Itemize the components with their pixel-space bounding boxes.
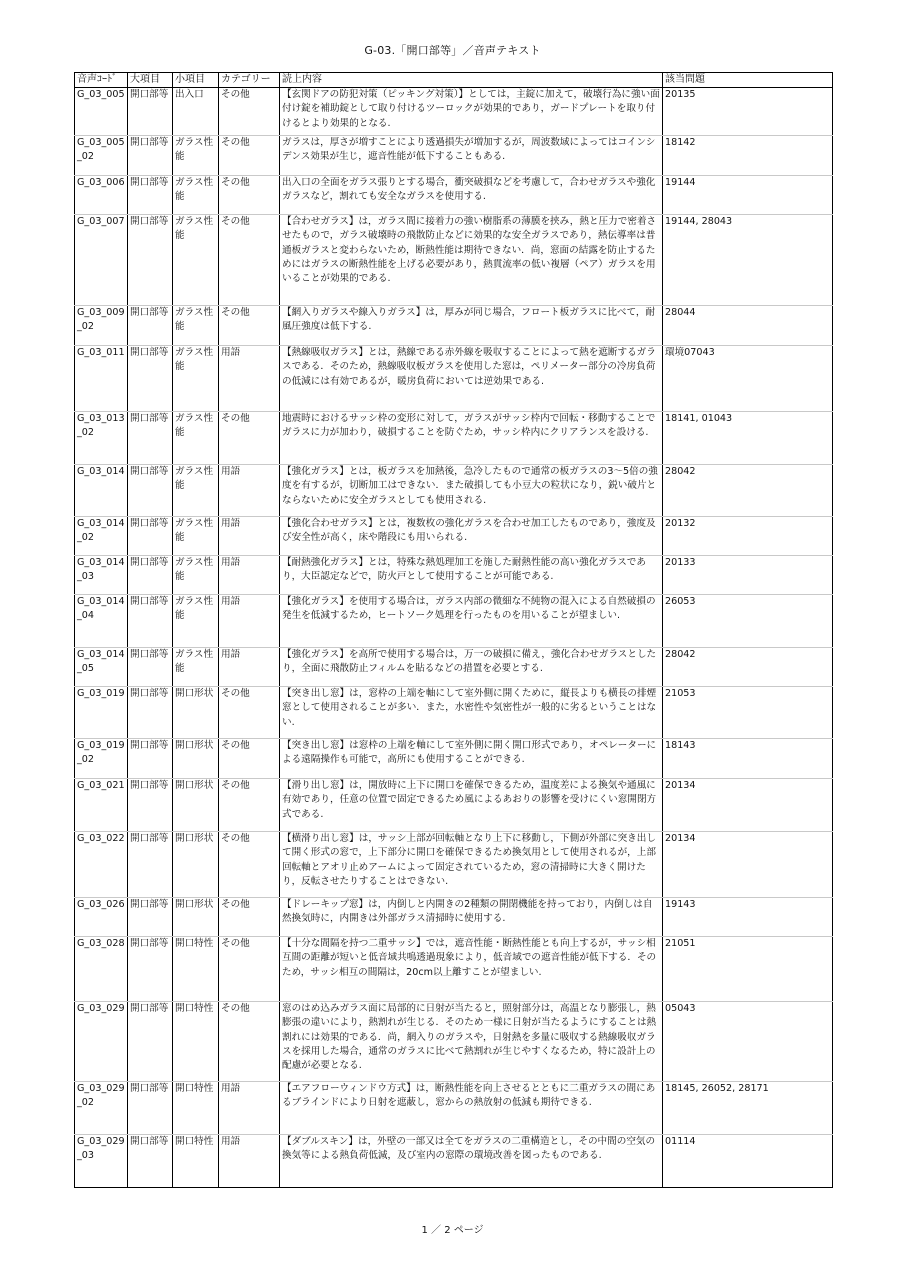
cell-related-question: 19143 xyxy=(663,898,833,937)
cell-major-item: 開口部等 xyxy=(128,898,173,937)
cell-voice-code: G_03_029_02 xyxy=(75,1082,128,1135)
cell-category: その他 xyxy=(219,412,280,465)
cell-voice-code: G_03_007 xyxy=(75,215,128,306)
cell-major-item: 開口部等 xyxy=(128,779,173,832)
cell-major-item: 開口部等 xyxy=(128,465,173,517)
document-title: G-03.「開口部等」／音声テキスト xyxy=(364,44,541,57)
table-row xyxy=(75,832,833,898)
cell-content: 【ドレーキップ窓】は，内倒しと内開きの2種類の開閉機能を持っており，内倒しは自然換気時に，内開きは外部ガラス清掃時に使用する. xyxy=(280,898,663,937)
cell-related-question: 20134 xyxy=(663,779,833,832)
cell-minor-item: ガラス性能 xyxy=(173,176,219,215)
table-row xyxy=(75,176,833,215)
cell-minor-item: 開口特性 xyxy=(173,1135,219,1188)
cell-major-item: 開口部等 xyxy=(128,1135,173,1188)
cell-minor-item: ガラス性能 xyxy=(173,136,219,176)
table-row xyxy=(75,136,833,176)
cell-category: その他 xyxy=(219,88,280,136)
cell-major-item: 開口部等 xyxy=(128,937,173,1002)
header-content: 読上内容 xyxy=(280,73,663,88)
table-row xyxy=(75,88,833,136)
cell-category: 用語 xyxy=(219,465,280,517)
cell-voice-code: G_03_019_02 xyxy=(75,739,128,779)
cell-category: その他 xyxy=(219,779,280,832)
table-row xyxy=(75,687,833,739)
cell-minor-item: ガラス性能 xyxy=(173,215,219,306)
cell-content: 【ダブルスキン】は，外壁の一部又は全てをガラスの二重構造とし，その中間の空気の換気等による熱負荷低減，及び室内の窓際の環境改善を図ったものである. xyxy=(280,1135,663,1188)
cell-voice-code: G_03_014_05 xyxy=(75,648,128,687)
header-major-item: 大項目 xyxy=(128,73,173,88)
voice-text-table xyxy=(74,72,833,1188)
cell-content: 【合わせガラス】は，ガラス間に接着力の強い樹脂系の薄膜を挟み，熱と圧力で密着させたもので，ガラス破壊時の飛散防止などに効果的な安全ガラスであり，熱伝導率は普通板ガラスと変わらないため，断熱性能は期待できない．尚，窓面の結露を防止するためにはガラスの断熱性能を上げる必要があり，熱貫流率の低い複層（ペア）ガラスを用いることが効果的である. xyxy=(280,215,663,306)
cell-voice-code: G_03_009_02 xyxy=(75,306,128,346)
cell-content: 【強化ガラス】を使用する場合は，ガラス内部の微細な不純物の混入による自然破損の発生を低減するため，ヒートソーク処理を行ったものを用いることが望ましい. xyxy=(280,595,663,648)
cell-related-question: 28044 xyxy=(663,306,833,346)
cell-content: 窓のはめ込みガラス面に局部的に日射が当たると，照射部分は，高温となり膨張し，熱膨張の違いにより，熱割れが生じる．そのため一様に日射が当たるようにすることは熱割れには効果的である．尚，網入りのガラスや，日射熱を多量に吸収する熱線吸収ガラスを採用した場合，通常のガラスに比べて熱割れが生じやすくなるため，特に設計上の配慮が必要となる. xyxy=(280,1002,663,1082)
cell-related-question: 05043 xyxy=(663,1002,833,1082)
cell-content: 地震時におけるサッシ枠の変形に対して，ガラスがサッシ枠内で回転・移動することでガラスに力が加わり，破損することを防ぐため，サッシ枠内にクリアランスを設ける. xyxy=(280,412,663,465)
cell-minor-item: 開口形状 xyxy=(173,687,219,739)
cell-category: その他 xyxy=(219,1002,280,1082)
cell-related-question: 19144 xyxy=(663,176,833,215)
header-category: カテゴリー xyxy=(219,73,280,88)
cell-voice-code: G_03_019 xyxy=(75,687,128,739)
cell-voice-code: G_03_005_02 xyxy=(75,136,128,176)
cell-voice-code: G_03_014 xyxy=(75,465,128,517)
cell-major-item: 開口部等 xyxy=(128,176,173,215)
cell-minor-item: 開口形状 xyxy=(173,739,219,779)
table-row xyxy=(75,556,833,595)
cell-major-item: 開口部等 xyxy=(128,648,173,687)
cell-related-question: 19144, 28043 xyxy=(663,215,833,306)
cell-voice-code: G_03_014_04 xyxy=(75,595,128,648)
cell-related-question: 20134 xyxy=(663,832,833,898)
table-row xyxy=(75,412,833,465)
cell-voice-code: G_03_029 xyxy=(75,1002,128,1082)
cell-minor-item: 開口特性 xyxy=(173,1002,219,1082)
table-row xyxy=(75,1002,833,1082)
cell-voice-code: G_03_013_02 xyxy=(75,412,128,465)
cell-major-item: 開口部等 xyxy=(128,832,173,898)
cell-category: 用語 xyxy=(219,648,280,687)
cell-minor-item: 開口特性 xyxy=(173,1082,219,1135)
cell-category: その他 xyxy=(219,176,280,215)
table-row xyxy=(75,517,833,556)
cell-content: 【強化ガラス】を高所で使用する場合は，万一の破損に備え，強化合わせガラスとしたり，全面に飛散防止フィルムを貼るなどの措置を必要とする. xyxy=(280,648,663,687)
cell-voice-code: G_03_022 xyxy=(75,832,128,898)
cell-voice-code: G_03_005 xyxy=(75,88,128,136)
cell-category: 用語 xyxy=(219,517,280,556)
cell-category: 用語 xyxy=(219,556,280,595)
cell-content: 【滑り出し窓】は，開放時に上下に開口を確保できるため，温度差による換気や通風に有効であり，任意の位置で固定できるため風によるあおりの影響を受けにくい窓開閉方式である. xyxy=(280,779,663,832)
header-minor-item: 小項目 xyxy=(173,73,219,88)
cell-content: 【突き出し窓】は，窓枠の上端を軸にして室外側に開くために，縦長よりも横長の排煙窓として使用されることが多い．また，水密性や気密性が一般的に劣るということはない. xyxy=(280,687,663,739)
cell-major-item: 開口部等 xyxy=(128,215,173,306)
cell-major-item: 開口部等 xyxy=(128,136,173,176)
cell-minor-item: ガラス性能 xyxy=(173,595,219,648)
cell-related-question: 28042 xyxy=(663,648,833,687)
cell-category: その他 xyxy=(219,306,280,346)
cell-related-question: 21053 xyxy=(663,687,833,739)
cell-content: 【十分な間隔を持つ二重サッシ】では，遮音性能・断熱性能とも向上するが，サッシ相互間の距離が短いと低音域共鳴透過現象により，低音域での遮音性能が低下する．そのため，サッシ相互の間隔は，20cm以上離すことが望ましい. xyxy=(280,937,663,1002)
cell-related-question: 21051 xyxy=(663,937,833,1002)
cell-content: 【熱線吸収ガラス】とは，熱線である赤外線を吸収することによって熱を遮断するガラスである．そのため，熱線吸収板ガラスを使用した窓は，ペリメーター部分の冷房負荷の低減には有効であるが，暖房負荷においては逆効果である. xyxy=(280,346,663,412)
table-row xyxy=(75,465,833,517)
cell-minor-item: 開口形状 xyxy=(173,898,219,937)
cell-voice-code: G_03_014_02 xyxy=(75,517,128,556)
cell-category: 用語 xyxy=(219,595,280,648)
cell-minor-item: ガラス性能 xyxy=(173,306,219,346)
table-row xyxy=(75,898,833,937)
cell-content: 【強化合わせガラス】とは，複数枚の強化ガラスを合わせ加工したものであり，強度及び安全性が高く，床や階段にも用いられる. xyxy=(280,517,663,556)
cell-content: 【網入りガラスや線入りガラス】は，厚みが同じ場合，フロート板ガラスに比べて，耐風圧強度は低下する. xyxy=(280,306,663,346)
cell-content: 出入口の全面をガラス張りとする場合，衝突破損などを考慮して，合わせガラスや強化ガラスなど，割れても安全なガラスを使用する. xyxy=(280,176,663,215)
table-row xyxy=(75,595,833,648)
cell-content: 【突き出し窓】は窓枠の上端を軸にして室外側に開く開口形式であり，オペレーターによる遠隔操作も可能で，高所にも使用することができる. xyxy=(280,739,663,779)
cell-category: その他 xyxy=(219,937,280,1002)
cell-voice-code: G_03_029_03 xyxy=(75,1135,128,1188)
cell-major-item: 開口部等 xyxy=(128,739,173,779)
cell-related-question: 18145, 26052, 28171 xyxy=(663,1082,833,1135)
cell-major-item: 開口部等 xyxy=(128,595,173,648)
cell-voice-code: G_03_021 xyxy=(75,779,128,832)
cell-content: 【強化ガラス】とは，板ガラスを加熱後，急冷したもので通常の板ガラスの3～5倍の強度を有するが，切断加工はできない．また破損しても小豆大の粒状になり，鋭い破片とならないために安全ガラスとしても使用される. xyxy=(280,465,663,517)
table-row xyxy=(75,648,833,687)
cell-voice-code: G_03_006 xyxy=(75,176,128,215)
table-row xyxy=(75,215,833,306)
cell-minor-item: 開口形状 xyxy=(173,779,219,832)
cell-minor-item: ガラス性能 xyxy=(173,412,219,465)
cell-minor-item: ガラス性能 xyxy=(173,556,219,595)
cell-major-item: 開口部等 xyxy=(128,1002,173,1082)
header-related-question: 該当問題 xyxy=(663,73,833,88)
cell-major-item: 開口部等 xyxy=(128,687,173,739)
table-row xyxy=(75,739,833,779)
cell-related-question: 20135 xyxy=(663,88,833,136)
cell-category: 用語 xyxy=(219,1135,280,1188)
cell-related-question: 26053 xyxy=(663,595,833,648)
cell-major-item: 開口部等 xyxy=(128,346,173,412)
table-row xyxy=(75,1135,833,1188)
cell-minor-item: 開口形状 xyxy=(173,832,219,898)
cell-minor-item: 開口特性 xyxy=(173,937,219,1002)
cell-content: 【横滑り出し窓】は，サッシ上部が回転軸となり上下に移動し，下側が外部に突き出して開く形式の窓で，上下部分に開口を確保できるため換気用として使用されるが，上部回転軸とアオリ止めアームによって固定されているため，窓の清掃時に大きく開けたり，反転させたりすることはできない. xyxy=(280,832,663,898)
cell-category: 用語 xyxy=(219,1082,280,1135)
cell-major-item: 開口部等 xyxy=(128,412,173,465)
cell-voice-code: G_03_028 xyxy=(75,937,128,1002)
table-row xyxy=(75,937,833,1002)
cell-related-question: 20133 xyxy=(663,556,833,595)
cell-voice-code: G_03_014_03 xyxy=(75,556,128,595)
cell-minor-item: ガラス性能 xyxy=(173,465,219,517)
cell-related-question: 18141, 01043 xyxy=(663,412,833,465)
cell-major-item: 開口部等 xyxy=(128,556,173,595)
cell-category: その他 xyxy=(219,739,280,779)
table-row xyxy=(75,1082,833,1135)
cell-category: その他 xyxy=(219,832,280,898)
cell-related-question: 01114 xyxy=(663,1135,833,1188)
cell-category: その他 xyxy=(219,215,280,306)
cell-minor-item: ガラス性能 xyxy=(173,517,219,556)
cell-major-item: 開口部等 xyxy=(128,1082,173,1135)
table-row xyxy=(75,306,833,346)
header-row xyxy=(75,73,833,88)
cell-related-question: 18142 xyxy=(663,136,833,176)
cell-related-question: 18143 xyxy=(663,739,833,779)
header-voice-code: 音声ｺｰﾄﾞ xyxy=(75,73,128,88)
cell-content: 【耐熱強化ガラス】とは，特殊な熱処理加工を施した耐熱性能の高い強化ガラスであり，大臣認定などで，防火戸として使用することが可能である. xyxy=(280,556,663,595)
cell-related-question: 環境07043 xyxy=(663,346,833,412)
cell-category: その他 xyxy=(219,898,280,937)
cell-category: その他 xyxy=(219,687,280,739)
cell-voice-code: G_03_026 xyxy=(75,898,128,937)
cell-voice-code: G_03_011 xyxy=(75,346,128,412)
cell-content: ガラスは，厚さが増すことにより透過損失が増加するが，周波数域によってはコインシデンス効果が生じ，遮音性能が低下することもある. xyxy=(280,136,663,176)
table-row xyxy=(75,779,833,832)
cell-category: その他 xyxy=(219,136,280,176)
cell-content: 【玄関ドアの防犯対策（ピッキング対策）】としては，主錠に加えて，破壊行為に強い面付け錠を補助錠として取り付けるツーロックが効果的であり，ガードプレートを取り付けるとより効果的となる. xyxy=(280,88,663,136)
cell-minor-item: ガラス性能 xyxy=(173,648,219,687)
cell-related-question: 20132 xyxy=(663,517,833,556)
cell-content: 【エアフローウィンドウ方式】は，断熱性能を向上させるとともに二重ガラスの間にあるブラインドにより日射を遮蔽し，窓からの熱放射の低減も期待できる. xyxy=(280,1082,663,1135)
page-number: 1 ／ 2 ページ xyxy=(421,1225,484,1236)
cell-major-item: 開口部等 xyxy=(128,517,173,556)
cell-major-item: 開口部等 xyxy=(128,88,173,136)
cell-category: 用語 xyxy=(219,346,280,412)
cell-minor-item: 出入口 xyxy=(173,88,219,136)
cell-minor-item: ガラス性能 xyxy=(173,346,219,412)
table-row xyxy=(75,346,833,412)
cell-major-item: 開口部等 xyxy=(128,306,173,346)
cell-related-question: 28042 xyxy=(663,465,833,517)
